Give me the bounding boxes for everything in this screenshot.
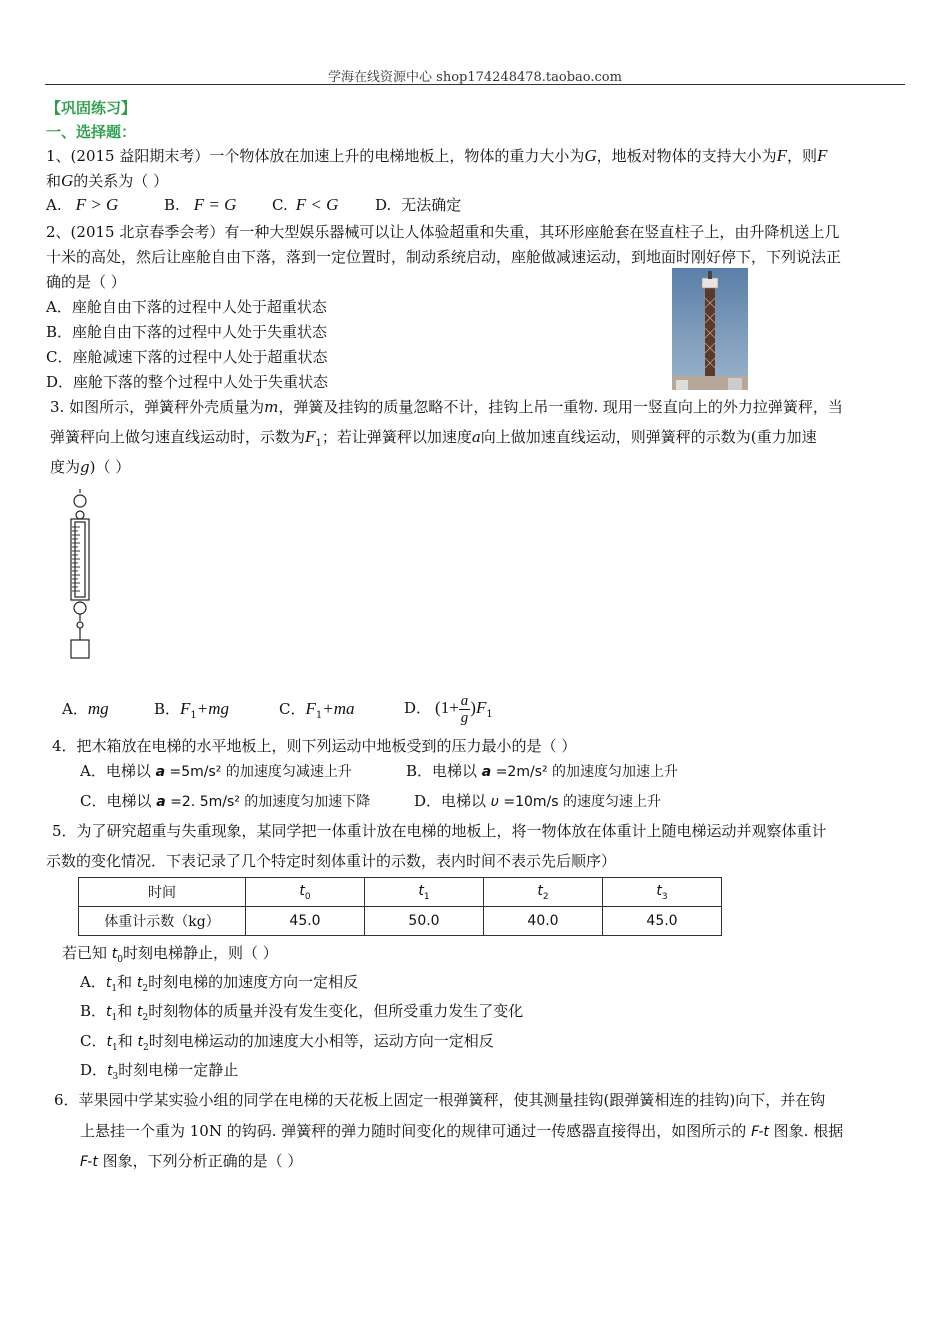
q5-b-s1: 1: [111, 1013, 118, 1023]
q1-option-d: [375, 194, 461, 216]
table-row: [79, 907, 722, 936]
table-time-cell: [603, 878, 722, 907]
q4-c-post: =2. 5m/s² 的加速度匀加速下降: [165, 794, 371, 810]
q1-option-b-label: B.: [164, 196, 180, 214]
q3-option-b-sub: 1: [190, 710, 197, 721]
q3-var-a: a: [471, 428, 481, 446]
q5-a-tail: 时刻电梯的加速度方向一定相反: [148, 973, 359, 991]
table-value-cell: 40.0: [484, 907, 603, 936]
time-sub: 2: [542, 891, 549, 902]
q5-b-t1: t: [106, 1004, 112, 1020]
q5-condition: [62, 942, 278, 971]
page-header: 学海在线资源中心 shop174248478.taobao.com: [328, 70, 622, 85]
q5-d-t1: t: [107, 1063, 113, 1079]
q3-option-d: [404, 688, 493, 735]
q2-option-d: D．座舱下落的整个过程中人处于失重状态: [46, 373, 329, 391]
q5-cond-pre: 若已知: [62, 944, 112, 962]
q3-option-a-expr: mg: [87, 699, 109, 718]
q1-option-b-expr: F = G: [193, 195, 237, 214]
q3-option-d-f: F: [475, 698, 487, 717]
q5-c-s1: 1: [111, 1043, 118, 1053]
table-value-cell: 45.0: [603, 907, 722, 936]
q5-option-b: [80, 1000, 523, 1029]
q5-line2: 示数的变化情况．下表记录了几个特定时刻体重计的示数，表内时间不表示先后顺序）: [46, 852, 617, 870]
q5-d-tail: 时刻电梯一定静止: [118, 1061, 239, 1079]
q2-option-a: A．座舱自由下落的过程中人处于超重状态: [46, 298, 327, 316]
q5-option-a: [80, 971, 358, 1000]
q1-option-d-text: 无法确定: [401, 196, 462, 214]
q3-option-d-fraction: [459, 693, 471, 726]
q5-c-t1: t: [106, 1034, 112, 1050]
q5-cond-post: 时刻电梯静止，则（ ）: [123, 944, 278, 962]
q1-text-c: ，则: [787, 147, 818, 165]
table-time-cell: [365, 878, 484, 907]
q3-option-b-tail: +mg: [196, 699, 230, 718]
time-var: t: [537, 882, 543, 899]
q3-option-b-label: B．: [154, 700, 181, 718]
time-var: t: [656, 882, 662, 899]
q3-var-m: m: [264, 398, 279, 416]
q3-line1: [50, 396, 843, 418]
q1-option-a-expr: F > G: [75, 195, 119, 214]
q3-text-f: 度为: [50, 458, 81, 476]
q1-option-c-label: C.: [272, 196, 288, 214]
q2-option-c: C．座舱减速下落的过程中人处于超重状态: [46, 348, 328, 366]
q3-line3: [50, 456, 130, 478]
q6-var-ft: F-t: [751, 1124, 769, 1140]
q5-b-t2: t: [137, 1004, 143, 1020]
q5-cond-sub: 0: [117, 955, 124, 965]
q6-line1: 6．苹果园中学某实验小组的同学在电梯的天花板上固定一根弹簧秤，使其测量挂钩(跟弹簧相连的挂钩)向下，并在钩: [54, 1091, 826, 1109]
q5-line1: 5．为了研究超重与失重现象，某同学把一体重计放在电梯的地板上，将一物体放在体重计上随电梯运动并观察体重计: [52, 822, 827, 840]
q1-line2: [46, 170, 168, 192]
q1-text-and: 和: [46, 172, 62, 190]
time-sub: 3: [661, 891, 668, 902]
q1-option-a-label: A.: [46, 196, 62, 214]
q4-stem: 4．把木箱放在电梯的水平地板上，则下列运动中地板受到的压力最小的是（ ）: [52, 737, 577, 755]
q6-line2: [80, 1120, 843, 1143]
q1-symbol-f: F: [776, 146, 788, 165]
q3-frac-num: a: [460, 692, 469, 709]
q3-option-c-sub: 1: [315, 710, 323, 721]
q1-option-c: [272, 194, 338, 216]
q3-option-a: [62, 698, 109, 720]
q3-option-d-label: D．: [404, 699, 432, 717]
q4-option-d: [414, 790, 661, 813]
q4-d-pre: D．电梯以: [414, 792, 491, 810]
q4-d-var: υ: [490, 794, 499, 810]
q3-text-e: 向上做加速直线运动，则弹簧秤的示数为(重力加速: [480, 428, 817, 446]
q3-sub-1: 1: [315, 438, 322, 449]
q5-cond-t: t: [111, 946, 118, 962]
section-title: 【巩固练习】: [46, 99, 137, 117]
header-rule: [45, 84, 905, 85]
q3-var-g: g: [80, 458, 90, 476]
table-row: [79, 878, 722, 907]
q4-c-pre: C．电梯以: [80, 792, 157, 810]
q4-b-pre: B．电梯以: [406, 762, 482, 780]
q1-symbol-f2: F: [817, 146, 828, 165]
q1-option-b: [164, 194, 236, 216]
q3-option-d-open: (1+: [435, 698, 459, 717]
spring-scale-figure: [60, 488, 100, 663]
q5-c-t2: t: [137, 1034, 143, 1050]
q3-option-d-close: ): [470, 698, 476, 717]
q3-line2: [50, 426, 817, 455]
q4-option-c: [80, 790, 370, 813]
q5-a-label: A．: [80, 973, 106, 991]
q5-a-mid: 和: [117, 973, 137, 991]
q5-c-s2: 2: [143, 1043, 149, 1053]
q3-option-a-label: A．: [62, 700, 88, 718]
q6-var-ft2: F-t: [80, 1154, 98, 1170]
q4-a-var: a: [155, 764, 166, 780]
q5-c-label: C．: [80, 1032, 107, 1050]
q3-option-b: [154, 698, 229, 727]
q1-text-relation: 的关系为（ ）: [73, 172, 169, 190]
q3-option-c-label: C．: [279, 700, 306, 718]
table-value-cell: 50.0: [365, 907, 484, 936]
q6-line3: [80, 1150, 302, 1173]
q5-b-label: B．: [80, 1002, 107, 1020]
q3-frac-den: g: [460, 709, 469, 726]
q3-var-f: F: [305, 428, 316, 446]
q4-c-var: a: [156, 794, 166, 810]
q1-text-b: ，地板对物体的支持大小为: [596, 147, 777, 165]
q4-b-var: a: [481, 764, 492, 780]
q3-option-d-sub: 1: [486, 709, 493, 720]
table-time-cell: [484, 878, 603, 907]
q2-line1: 2、(2015 北京春季会考）有一种大型娱乐器械可以让人体验超重和失重，其环形座舱套在竖直柱子上，由升降机送上几: [46, 223, 840, 241]
q4-a-post: =5m/s² 的加速度匀减速上升: [165, 764, 352, 780]
q3-text-c: 弹簧秤向上做匀速直线运动时，示数为: [50, 428, 306, 446]
q1-option-c-expr: F < G: [295, 195, 339, 214]
q2-line3: 确的是（ ）: [46, 273, 126, 291]
q1-option-d-label: D.: [375, 196, 392, 214]
q6-text-b: 图象. 根据: [768, 1122, 844, 1140]
q1-option-a: [46, 194, 118, 216]
q4-a-pre: A．电梯以: [80, 762, 156, 780]
time-sub: 1: [423, 891, 430, 902]
table-time-cell: [246, 878, 365, 907]
q6-text-a: 上悬挂一个重为 10N 的钩码. 弹簧秤的弹力随时间变化的规律可通过一传感器直接得出，如图所示的: [80, 1122, 752, 1140]
q5-option-c: [80, 1030, 494, 1059]
q5-d-label: D．: [80, 1061, 108, 1079]
q5-c-tail: 时刻电梯运动的加速度大小相等，运动方向一定相反: [148, 1032, 494, 1050]
section-subtitle: 一、选择题：: [46, 123, 137, 141]
q4-option-b: [406, 760, 678, 783]
q3-text-d: ；若让弹簧秤以加速度: [321, 428, 472, 446]
q3-option-c-tail: +ma: [322, 699, 355, 718]
q2-line2: 十米的高处，然后让座舱自由下落，落到一定位置时，制动系统启动，座舱做减速运动，到地面时刚好停下，下列说法正: [46, 248, 842, 266]
q4-d-post: =10m/s 的速度匀速上升: [498, 794, 661, 810]
table-head-reading: 体重计示数（kg）: [79, 907, 246, 936]
q1-line1: [46, 145, 827, 167]
q5-a-s2: 2: [142, 984, 149, 994]
q5-d-s1: 3: [112, 1072, 119, 1082]
tower-photo: [672, 268, 748, 390]
q5-b-s2: 2: [142, 1013, 149, 1023]
q6-text-c: 图象，下列分析正确的是（ ）: [97, 1152, 303, 1170]
q5-a-s1: 1: [111, 984, 118, 994]
table-value-cell: 45.0: [246, 907, 365, 936]
q3-option-b-f: F: [180, 699, 191, 718]
q5-option-d: [80, 1059, 238, 1088]
q5-a-t1: t: [105, 975, 112, 991]
q3-text-b: ，弹簧及挂钩的质量忽略不计，挂钩上吊一重物. 现用一竖直向上的外力拉弹簧秤，当: [278, 398, 843, 416]
q5-b-tail: 时刻物体的质量并没有发生变化，但所受重力发生了变化: [148, 1002, 524, 1020]
q1-symbol-g2: G: [61, 171, 74, 190]
q3-text-a: 3. 如图所示，弹簧秤外壳质量为: [50, 398, 265, 416]
q3-option-c-f: F: [305, 699, 316, 718]
time-sub: 0: [304, 891, 311, 902]
table-head-time: 时间: [79, 878, 246, 907]
q1-text-a: 1、(2015 益阳期末考）一个物体放在加速上升的电梯地板上，物体的重力大小为: [46, 147, 585, 165]
q3-option-c: [279, 698, 355, 727]
q5-b-mid: 和: [117, 1002, 138, 1020]
time-var: t: [299, 882, 305, 899]
q4-option-a: [80, 760, 352, 783]
q4-b-post: =2m/s² 的加速度匀加速上升: [491, 764, 679, 780]
time-var: t: [418, 882, 424, 899]
q5-c-mid: 和: [117, 1032, 138, 1050]
q3-text-g: )（ ）: [89, 458, 131, 476]
q5-a-t2: t: [136, 975, 143, 991]
weight-table: [78, 877, 722, 936]
q2-option-b: B．座舱自由下落的过程中人处于失重状态: [46, 323, 328, 341]
q1-symbol-g: G: [584, 146, 597, 165]
